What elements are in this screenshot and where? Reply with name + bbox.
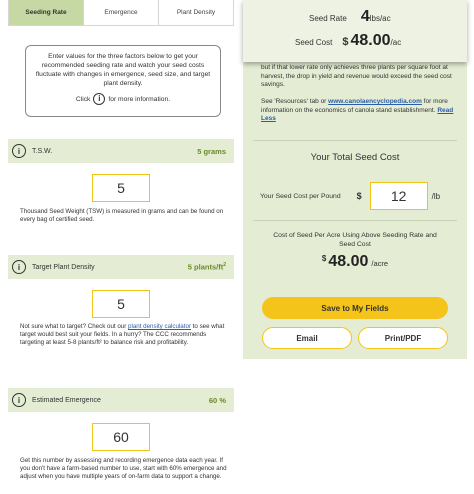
blurb-text: but if that lower rate only achieves three plants per square foot at harvest, the drop in yield and revenue would exceed the seed cost savings.	[261, 64, 452, 88]
density-note-post: to see what target would best suit your fields. In a hurry? The CCC recommends targeting at least 5-8 plants/ft² to balance risk and profitability.	[20, 323, 225, 346]
density-value	[188, 262, 226, 272]
cost-per-pound-input[interactable]: 12	[370, 182, 428, 210]
cost-per-acre-currency: $	[321, 254, 327, 263]
save-to-my-fields-button[interactable]: Save to My Fields	[262, 297, 448, 319]
tsw-input[interactable]: 5	[92, 174, 150, 202]
tsw-label: T.S.W.	[32, 147, 53, 155]
density-value-sup: 2	[223, 262, 226, 269]
info-hint-prefix: Click	[75, 95, 91, 103]
cost-per-pound-label: Your Seed Cost per Pound	[260, 192, 341, 200]
density-value-text: 5 plants/ft	[187, 262, 224, 272]
tsw-value: 5 grams	[197, 146, 226, 156]
cost-per-acre-unit: /acre	[371, 259, 389, 268]
email-button[interactable]: Email	[262, 327, 352, 349]
cost-per-pound-row	[260, 182, 460, 210]
seed-summary-card	[243, 0, 467, 62]
info-hint	[34, 93, 212, 105]
tsw-header	[8, 139, 234, 163]
density-label: Target Plant Density	[32, 263, 95, 271]
divider	[253, 220, 457, 221]
cost-per-acre-value	[243, 253, 467, 271]
info-icon[interactable]: i	[12, 393, 26, 407]
print-pdf-button[interactable]: Print/PDF	[358, 327, 448, 349]
emergence-value: 60 %	[208, 395, 226, 405]
emergence-input[interactable]: 60	[92, 423, 150, 451]
density-input[interactable]: 5	[92, 290, 150, 318]
resources-post: for more information on the economics of canola stand establishment.	[261, 98, 448, 114]
seed-rate-unit: lbs/ac	[369, 14, 391, 23]
read-less-link[interactable]: Read Less	[261, 106, 454, 122]
density-note-pre: Not sure what to target? Check out our	[20, 323, 127, 330]
tab-plant-density[interactable]: Plant Density	[159, 0, 233, 25]
seed-rate-row	[309, 8, 391, 26]
seed-cost-label: Seed Cost	[295, 38, 333, 47]
emergence-note: Get this number by assessing and recording emergence data each year. If you don't have a farm-based number to use, start with 60% emergence and adjust when you have multiple years of on-farm data to support a change.	[20, 457, 227, 480]
tab-emergence[interactable]: Emergence	[84, 0, 159, 25]
cost-per-acre-number: 48.00	[328, 253, 369, 270]
info-icon[interactable]: i	[12, 260, 26, 274]
info-icon[interactable]: i	[12, 144, 26, 158]
plant-density-calculator-link[interactable]: plant density calculator	[128, 323, 191, 330]
tab-seeding-rate[interactable]: Seeding Rate	[9, 0, 84, 25]
seed-rate-value: 4	[360, 8, 370, 25]
canola-encyclopedia-link[interactable]: www.canolaencyclopedia.com	[328, 98, 422, 105]
total-seed-cost-title: Your Total Seed Cost	[310, 152, 400, 163]
seed-rate-label: Seed Rate	[309, 14, 347, 23]
tsw-note: Thousand Seed Weight (TSW) is measured in grams and can be found on every bag of certified seed.	[20, 208, 224, 223]
cost-per-pound-currency: $	[356, 191, 362, 201]
divider	[253, 140, 457, 141]
emergence-label: Estimated Emergence	[32, 396, 101, 404]
economics-blurb	[261, 64, 459, 124]
seed-cost-unit: /ac	[390, 38, 402, 47]
seed-cost-row	[295, 32, 401, 50]
info-icon[interactable]: i	[93, 93, 105, 105]
info-hint-suffix: for more information.	[108, 95, 171, 103]
calculator-inputs	[8, 0, 234, 494]
seed-cost-value: 48.00	[350, 32, 391, 49]
density-note	[20, 323, 232, 347]
resources-pre: See 'Resources' tab or	[261, 98, 327, 105]
cost-per-acre-label: Cost of Seed Per Acre Using Above Seeding Rate and Seed Cost	[273, 232, 437, 248]
intro-box	[25, 45, 221, 117]
tab-bar	[8, 0, 234, 26]
seed-cost-currency: $	[342, 36, 349, 48]
density-header	[8, 255, 234, 279]
cost-per-pound-unit: /lb	[431, 191, 441, 201]
intro-text: Enter values for the three factors below to get your recommended seeding rate and watch your seed costs fluctuate with changes in emergence, seed size, and target plant density.	[35, 53, 211, 87]
emergence-header	[8, 388, 234, 412]
